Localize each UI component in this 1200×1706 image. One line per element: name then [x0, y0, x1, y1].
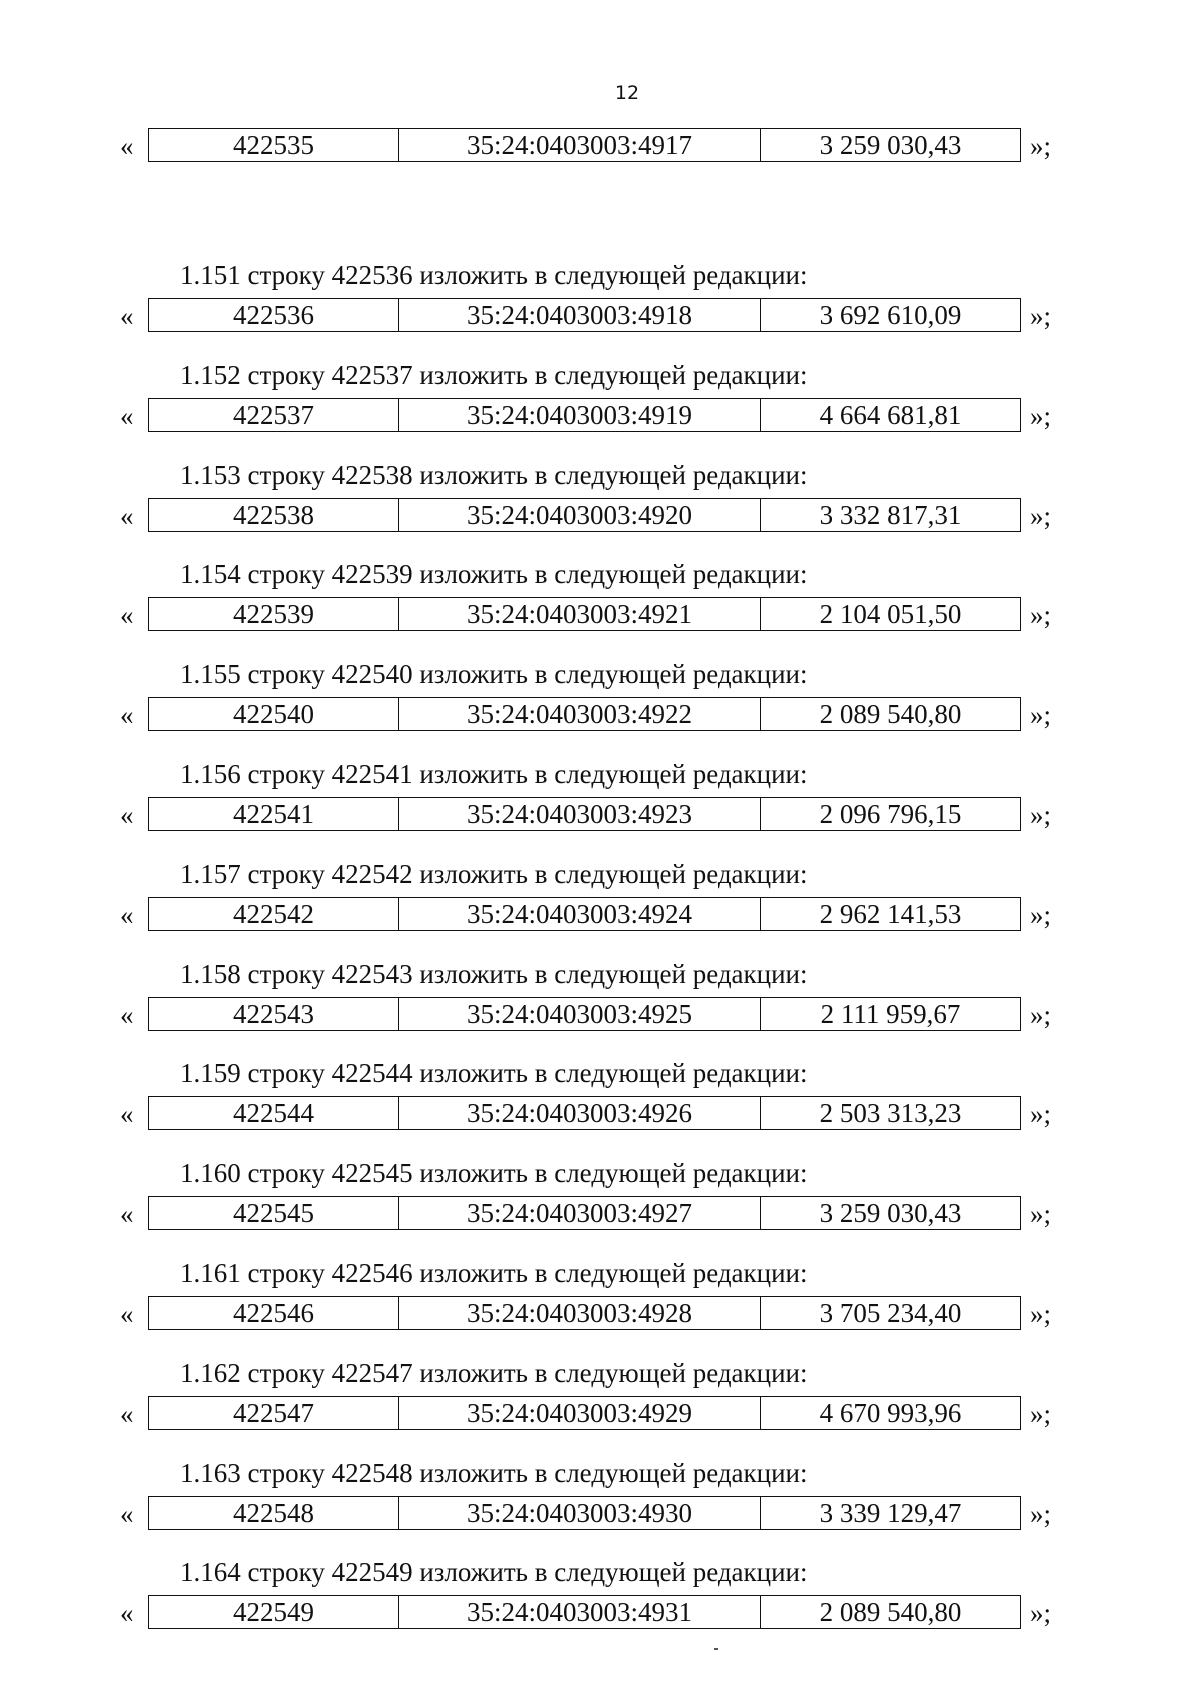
amendment-heading: 1.151 строку 422536 изложить в следующей редакции: [180, 260, 808, 290]
opening-quote: « [120, 1598, 134, 1629]
cadastral-number-cell: 35:24:0403003:4920 [399, 499, 761, 531]
amendment-heading: 1.161 строку 422546 изложить в следующей редакции: [180, 1257, 808, 1288]
closing-quote: »; [1030, 1598, 1052, 1629]
opening-quote: « [120, 899, 134, 930]
amendment-entry-first [0, 128, 1200, 198]
cadastral-number-cell: 35:24:0403003:4927 [399, 1197, 761, 1229]
amendment-entry [0, 1096, 1200, 1230]
amount-cell: 3 692 610,09 [819, 300, 962, 330]
opening-quote: « [120, 600, 134, 631]
opening-quote: « [120, 1498, 134, 1529]
amendment-entry [0, 497, 1200, 631]
record-number-cell: 422535 [149, 129, 399, 161]
record-table [148, 1595, 1021, 1629]
record-number-cell: 422536 [149, 299, 399, 331]
record-number-cell: 422538 [149, 499, 399, 531]
closing-quote: »; [1030, 700, 1052, 731]
amendment-heading: 1.160 строку 422545 изложить в следующей редакции: [180, 1158, 808, 1189]
closing-quote: »; [1030, 799, 1052, 830]
closing-quote: »; [1030, 1199, 1052, 1230]
amendment-entry [0, 597, 1200, 731]
amount-cell: 3 259 030,43 [819, 1198, 962, 1229]
amount-cell: 3 705 234,40 [819, 1297, 962, 1328]
record-number-cell: 422547 [149, 1397, 399, 1429]
amendment-list [0, 128, 1200, 1629]
amount-cell: 2 111 959,67 [820, 998, 961, 1029]
amendment-entry [0, 1495, 1200, 1629]
amount-cell: 2 503 313,23 [819, 1098, 962, 1129]
amount-cell: 3 332 817,31 [819, 499, 962, 530]
page-number: 12 [614, 82, 640, 104]
amendment-heading: 1.163 строку 422548 изложить в следующей редакции: [180, 1457, 808, 1488]
closing-quote: »; [1030, 301, 1052, 331]
record-number-cell: 422540 [149, 698, 399, 730]
cadastral-number-cell: 35:24:0403003:4930 [399, 1497, 761, 1529]
cadastral-number-cell: 35:24:0403003:4925 [399, 998, 761, 1030]
closing-quote: »; [1030, 1298, 1052, 1329]
amendment-heading: 1.162 строку 422547 изложить в следующей редакции: [180, 1357, 808, 1388]
amount-cell: 2 962 141,53 [819, 898, 962, 929]
amount-cell: 3 259 030,43 [819, 130, 962, 160]
opening-quote: « [120, 500, 134, 531]
amendment-heading: 1.155 строку 422540 изложить в следующей редакции: [180, 659, 808, 690]
record-number-cell: 422537 [149, 399, 399, 431]
amount-cell: 4 664 681,81 [819, 399, 962, 430]
opening-quote: « [120, 999, 134, 1030]
opening-quote: « [120, 400, 134, 431]
amendment-heading: 1.154 строку 422539 изложить в следующей редакции: [180, 559, 808, 590]
closing-quote: »; [1030, 1398, 1052, 1429]
record-number-cell: 422543 [149, 998, 399, 1030]
cadastral-number-cell: 35:24:0403003:4917 [399, 129, 761, 161]
amendment-heading: 1.159 строку 422544 изложить в следующей редакции: [180, 1058, 808, 1089]
amendment-heading: 1.152 строку 422537 изложить в следующей редакции: [180, 359, 808, 390]
opening-quote: « [120, 301, 134, 331]
cadastral-number-cell: 35:24:0403003:4924 [399, 898, 761, 930]
opening-quote: « [120, 1199, 134, 1230]
amendment-entry [0, 298, 1200, 431]
closing-quote: »; [1030, 131, 1052, 161]
record-number-cell: 422549 [149, 1596, 399, 1628]
amount-cell: 3 339 129,47 [819, 1497, 962, 1528]
table-row [0, 1595, 1200, 1631]
scan-mark [714, 1648, 718, 1650]
cadastral-number-cell: 35:24:0403003:4919 [399, 399, 761, 431]
closing-quote: »; [1030, 500, 1052, 531]
amendment-heading: 1.164 строку 422549 изложить в следующей редакции: [180, 1557, 808, 1588]
amendment-entry [0, 198, 1200, 331]
amendment-entry [0, 1396, 1200, 1529]
amendment-entry [0, 897, 1200, 1030]
closing-quote: »; [1030, 1498, 1052, 1529]
cadastral-number-cell: 35:24:0403003:4929 [399, 1397, 761, 1429]
amendment-entry [0, 697, 1200, 830]
amount-cell: 2 096 796,15 [819, 798, 962, 829]
closing-quote: »; [1030, 400, 1052, 431]
closing-quote: »; [1030, 999, 1052, 1030]
amount-cell: 2 104 051,50 [819, 599, 962, 630]
amendment-entry [0, 1196, 1200, 1329]
amendment-heading: 1.153 строку 422538 изложить в следующей редакции: [180, 459, 808, 490]
opening-quote: « [120, 131, 134, 161]
closing-quote: »; [1030, 899, 1052, 930]
opening-quote: « [120, 799, 134, 830]
amendment-entry [0, 398, 1200, 531]
record-number-cell: 422546 [149, 1297, 399, 1329]
cadastral-number-cell: 35:24:0403003:4923 [399, 798, 761, 830]
amendment-heading: 1.157 строку 422542 изложить в следующей редакции: [180, 858, 808, 889]
opening-quote: « [120, 1398, 134, 1429]
cadastral-number-cell: 35:24:0403003:4918 [399, 299, 761, 331]
cadastral-number-cell: 35:24:0403003:4928 [399, 1297, 761, 1329]
amendment-entry [0, 797, 1200, 930]
cadastral-number-cell: 35:24:0403003:4922 [399, 698, 761, 730]
record-table [148, 128, 1021, 162]
amount-cell: 2 089 540,80 [819, 699, 962, 730]
record-number-cell: 422544 [149, 1097, 399, 1129]
amendment-entry [0, 1296, 1200, 1429]
amendment-heading: 1.158 строку 422543 изложить в следующей редакции: [180, 958, 808, 989]
amendment-entries [0, 198, 1200, 1629]
opening-quote: « [120, 1099, 134, 1130]
amount-cell: 2 089 540,80 [819, 1597, 962, 1628]
amendment-heading: 1.156 строку 422541 изложить в следующей редакции: [180, 758, 808, 789]
record-number-cell: 422542 [149, 898, 399, 930]
table-row [0, 128, 1200, 164]
record-number-cell: 422539 [149, 598, 399, 630]
cadastral-number-cell: 35:24:0403003:4931 [399, 1596, 761, 1628]
cadastral-number-cell: 35:24:0403003:4926 [399, 1097, 761, 1129]
record-number-cell: 422541 [149, 798, 399, 830]
cadastral-number-cell: 35:24:0403003:4921 [399, 598, 761, 630]
amendment-entry [0, 996, 1200, 1130]
opening-quote: « [120, 1298, 134, 1329]
closing-quote: »; [1030, 600, 1052, 631]
closing-quote: »; [1030, 1099, 1052, 1130]
record-number-cell: 422545 [149, 1197, 399, 1229]
record-number-cell: 422548 [149, 1497, 399, 1529]
amount-cell: 4 670 993,96 [819, 1397, 962, 1428]
opening-quote: « [120, 700, 134, 731]
